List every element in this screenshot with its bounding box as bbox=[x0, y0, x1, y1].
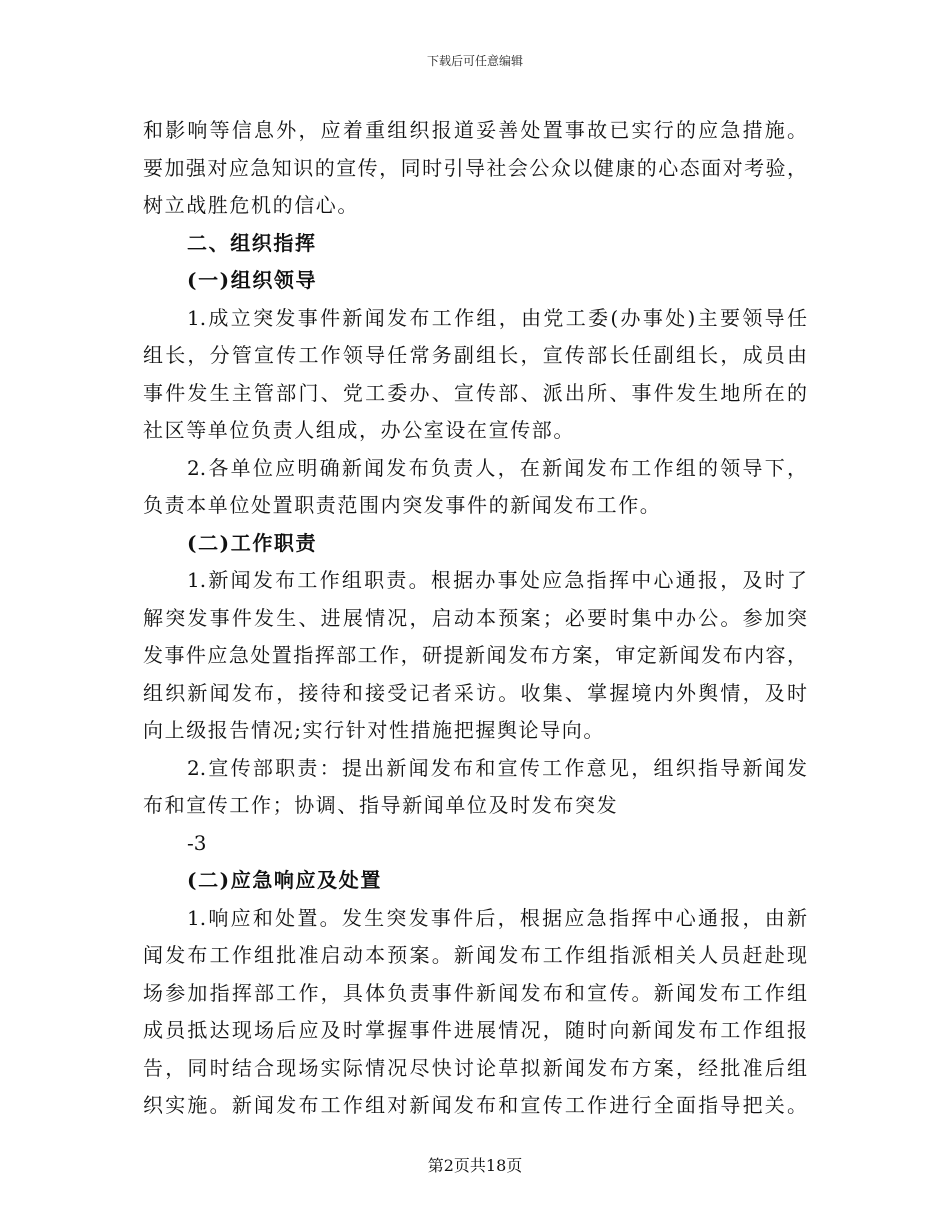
inline-page-mark: -3 bbox=[187, 830, 207, 855]
text-line: 负责本单位处置职责范围内突发事件的新闻发布工作。 bbox=[143, 493, 662, 517]
text-line: 要加强对应急知识的宣传，同时引导社会公众以健康的心态面对考验， bbox=[143, 155, 807, 180]
text-line: 树立战胜危机的信心。 bbox=[143, 193, 359, 217]
text-line: 组长，分管宣传工作领导任常务副组长，宣传部长任副组长，成员由 bbox=[143, 343, 807, 367]
text-line: 社区等单位负责人组成，办公室设在宣传部。 bbox=[143, 418, 575, 442]
text-line: 2.各单位应明确新闻发布负责人，在新闻发布工作组的领导下， bbox=[187, 455, 807, 480]
text-line: 1.成立突发事件新闻发布工作组，由党工委(办事处)主要领导任 bbox=[187, 305, 807, 330]
text-line: 织实施。新闻发布工作组对新闻发布和宣传工作进行全面指导把关。 bbox=[143, 1093, 807, 1117]
text-line: 发事件应急处置指挥部工作，研提新闻发布方案，审定新闻发布内容， bbox=[143, 643, 807, 667]
text-line: 告，同时结合现场实际情况尽快讨论草拟新闻发布方案，经批准后组 bbox=[143, 1055, 807, 1080]
text-line: 2.宣传部职责：提出新闻发布和宣传工作意见，组织指导新闻发 bbox=[187, 755, 807, 780]
text-line: 场参加指挥部工作，具体负责事件新闻发布和宣传。新闻发布工作组 bbox=[143, 980, 807, 1005]
text-line: 成员抵达现场后应及时掌握事件进展情况，随时向新闻发布工作组报 bbox=[143, 1018, 807, 1042]
text-line: 和影响等信息外，应着重组织报道妥善处置事故已实行的应急措施。 bbox=[143, 118, 807, 142]
subsection-heading: (二)工作职责 bbox=[187, 530, 318, 555]
document-body bbox=[143, 112, 807, 1125]
text-line: 向上级报告情况;实行针对性措施把握舆论导向。 bbox=[143, 718, 605, 742]
text-line: 布和宣传工作；协调、指导新闻单位及时发布突发 bbox=[143, 793, 619, 817]
text-line: 闻发布工作组批准启动本预案。新闻发布工作组指派相关人员赶赴现 bbox=[143, 943, 807, 967]
text-line: 解突发事件发生、进展情况，启动本预案；必要时集中办公。参加突 bbox=[143, 605, 807, 630]
text-line: 1.响应和处置。发生突发事件后，根据应急指挥中心通报，由新 bbox=[187, 905, 807, 930]
text-line: 1.新闻发布工作组职责。根据办事处应急指挥中心通报，及时了 bbox=[187, 568, 807, 592]
section-heading: 二、组织指挥 bbox=[187, 230, 317, 255]
text-line: 组织新闻发布，接待和接受记者采访。收集、掌握境内外舆情，及时 bbox=[143, 680, 807, 705]
subsection-heading: (一)组织领导 bbox=[187, 268, 318, 292]
text-line: 事件发生主管部门、党工委办、宣传部、派出所、事件发生地所在的 bbox=[143, 380, 807, 405]
subsection-heading: (二)应急响应及处置 bbox=[187, 868, 382, 892]
page-header: 下载后可任意编辑 bbox=[426, 54, 523, 68]
page-footer: 第2页共18页 bbox=[427, 1156, 523, 1175]
